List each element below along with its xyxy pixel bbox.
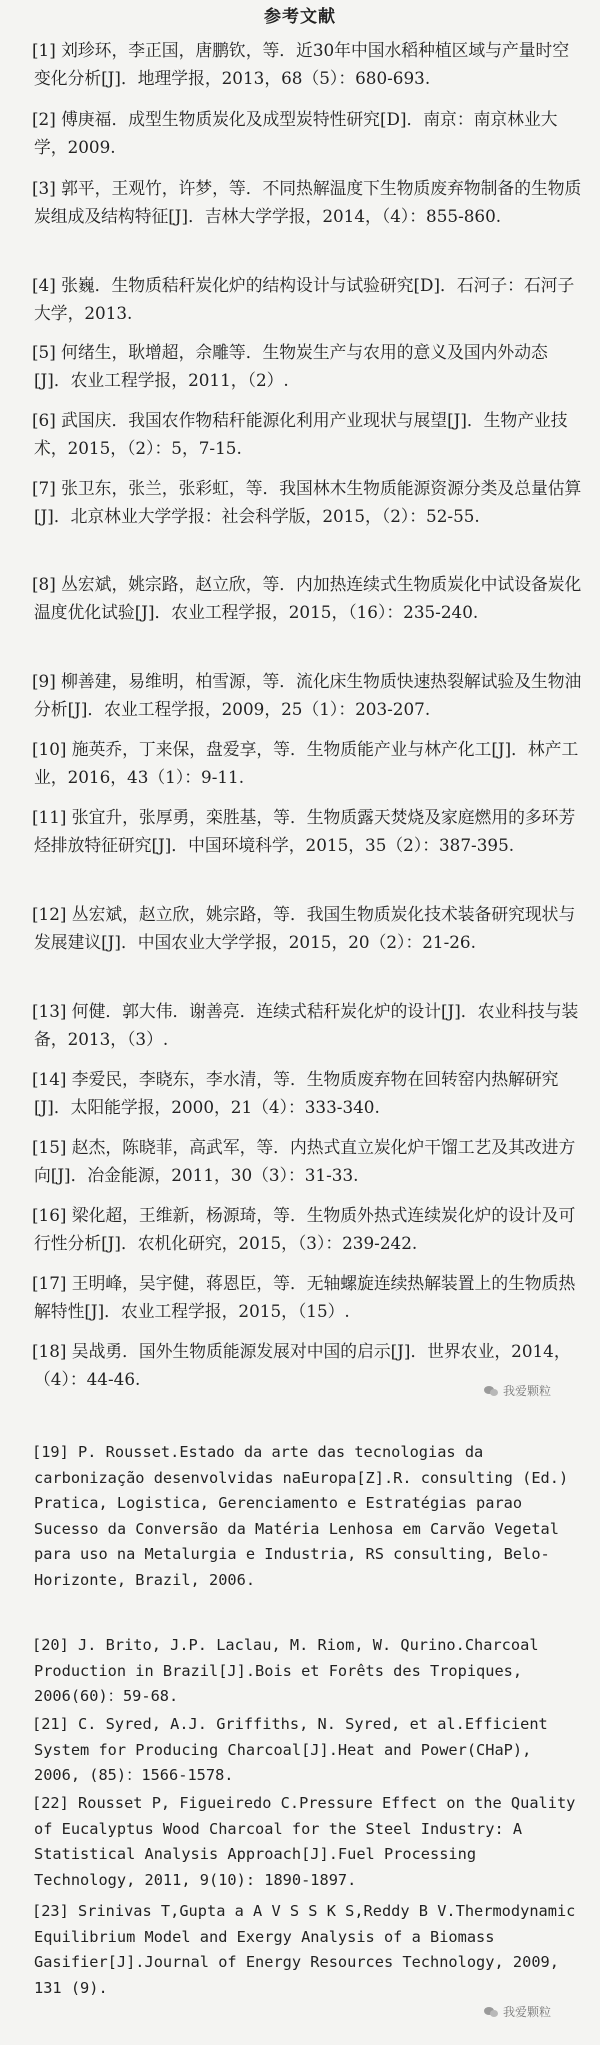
reference-item-10: [10] 施英乔，丁来保，盘爱享，等．生物质能产业与林产化工[J]．林产工业，2016，43（1）：9-11. (32, 739, 579, 787)
reference-item-22: [22] Rousset P, Figueiredo C.Pressure Effect on the Quality of Eucalyptus Wood Charcoal for the Steel Industry: A Statistical Analysis Approach[J].Fuel Processing Technology, 2011, 9(10): 1890-1897. (32, 1794, 576, 1889)
reference-item-4: [4] 张巍．生物质秸秆炭化炉的结构设计与试验研究[D]．石河子：石河子大学，2013. (32, 275, 575, 323)
reference-item-20: [20] J. Brito, J.P. Laclau, M. Riom, W. Qurino.Charcoal Production in Brazil[J].Bois et Forêts des Tropiques, 2006(60)：59-68. (32, 1636, 539, 1705)
wechat-icon (484, 1385, 499, 1396)
reference-item-16: [16] 梁化超，王维新，杨源琦，等．生物质外热式连续炭化炉的设计及可行性分析[J]．农机化研究，2015，（3）：239-242. (32, 1205, 576, 1253)
reference-item-1: [1] 刘珍环，李正国，唐鹏钦，等．近30年中国水稻种植区域与产量时空变化分析[J]．地理学报，2013，68（5）：680-693. (32, 40, 570, 88)
reference-item-14: [14] 李爱民，李晓东，李水清，等．生物质废弃物在回转窑内热解研究[J]．太阳能学报，2000，21（4）：333-340. (32, 1069, 559, 1117)
reference-item-13: [13] 何健．郭大伟．谢善亮．连续式秸秆炭化炉的设计[J]．农业科技与装备，2013，（3）. (32, 1001, 579, 1049)
reference-item-12: [12] 丛宏斌，赵立欣，姚宗路，等．我国生物质炭化技术装备研究现状与发展建议[J]．中国农业大学学报，2015，20（2）：21-26. (32, 904, 576, 952)
reference-item-7: [7] 张卫东，张兰，张彩虹，等．我国林木生物质能源资源分类及总量估算[J]．北京林业大学学报：社会科学版，2015，（2）：52-55. (32, 478, 582, 526)
reference-item-18: [18] 吴战勇．国外生物质能源发展对中国的启示[J]．世界农业，2014，（4）：44-46. (32, 1341, 571, 1389)
reference-item-21: [21] C. Syred, A.J. Griffiths, N. Syred, et al.Efficient System for Producing Charcoal[J].Heat and Power(CHaP), 2006, (85)：1566-1578. (32, 1715, 548, 1784)
reference-item-19: [19] P. Rousset.Estado da arte das tecnologias da carbonização desenvolvidas naEuropa[Z].R. consulting (Ed.) Pratica, Logistica, Gerenciamento e Estratégias parao Sucesso da Conversão da Matéria Lenhosa em Carvão Vegetal para uso na Metalurgia e Industria, RS consulting, Belo-Horizonte, Brazil, 2006. (32, 1443, 569, 1589)
reference-item-11: [11] 张宜升，张厚勇，栾胜基，等．生物质露天焚烧及家庭燃用的多环芳烃排放特征研究[J]．中国环境科学，2015，35（2）：387-395. (32, 807, 576, 855)
watermark-text: 我爱颗粒 (503, 1384, 552, 1398)
page-title: 参考文献 (264, 7, 336, 27)
reference-item-15: [15] 赵杰，陈晓菲，高武军，等．内热式直立炭化炉干馏工艺及其改进方向[J]．冶金能源，2011，30（3）：31-33. (32, 1137, 576, 1185)
reference-item-23: [23] Srinivas T,Gupta a A V S S K S,Reddy B V.Thermodynamic Equilibrium Model and Exergy Analysis of a Biomass Gasifier[J].Journal of Energy Resources Technology, 2009, 131 (9). (32, 1902, 576, 1997)
watermark-1 (484, 1382, 551, 1399)
reference-item-17: [17] 王明峰，吴宇健，蒋恩臣，等．无轴螺旋连续热解装置上的生物质热解特性[J]．农业工程学报，2015，（15）. (32, 1273, 576, 1321)
reference-item-3: [3] 郭平，王观竹，许梦，等．不同热解温度下生物质废弃物制备的生物质炭组成及结构特征[J]．吉林大学学报，2014，（4）：855-860. (32, 178, 582, 226)
wechat-icon (484, 2006, 499, 2017)
reference-item-5: [5] 何绪生，耿增超，佘雕等．生物炭生产与农用的意义及国内外动态[J]．农业工程学报，2011，（2）. (32, 342, 548, 390)
reference-item-8: [8] 丛宏斌，姚宗路，赵立欣，等．内加热连续式生物质炭化中试设备炭化温度优化试验[J]．农业工程学报，2015，（16）：235-240. (32, 574, 582, 622)
reference-item-9: [9] 柳善建，易维明，柏雪源，等．流化床生物质快速热裂解试验及生物油分析[J]．农业工程学报，2009，25（1）：203-207. (32, 671, 582, 719)
reference-item-6: [6] 武国庆．我国农作物秸秆能源化利用产业现状与展望[J]．生物产业技术，2015，（2）：5，7-15. (32, 410, 568, 458)
watermark-2 (484, 2003, 551, 2020)
watermark-text: 我爱颗粒 (503, 2005, 552, 2019)
reference-item-2: [2] 傅庚福．成型生物质炭化及成型炭特性研究[D]．南京：南京林业大学，2009. (32, 109, 558, 157)
